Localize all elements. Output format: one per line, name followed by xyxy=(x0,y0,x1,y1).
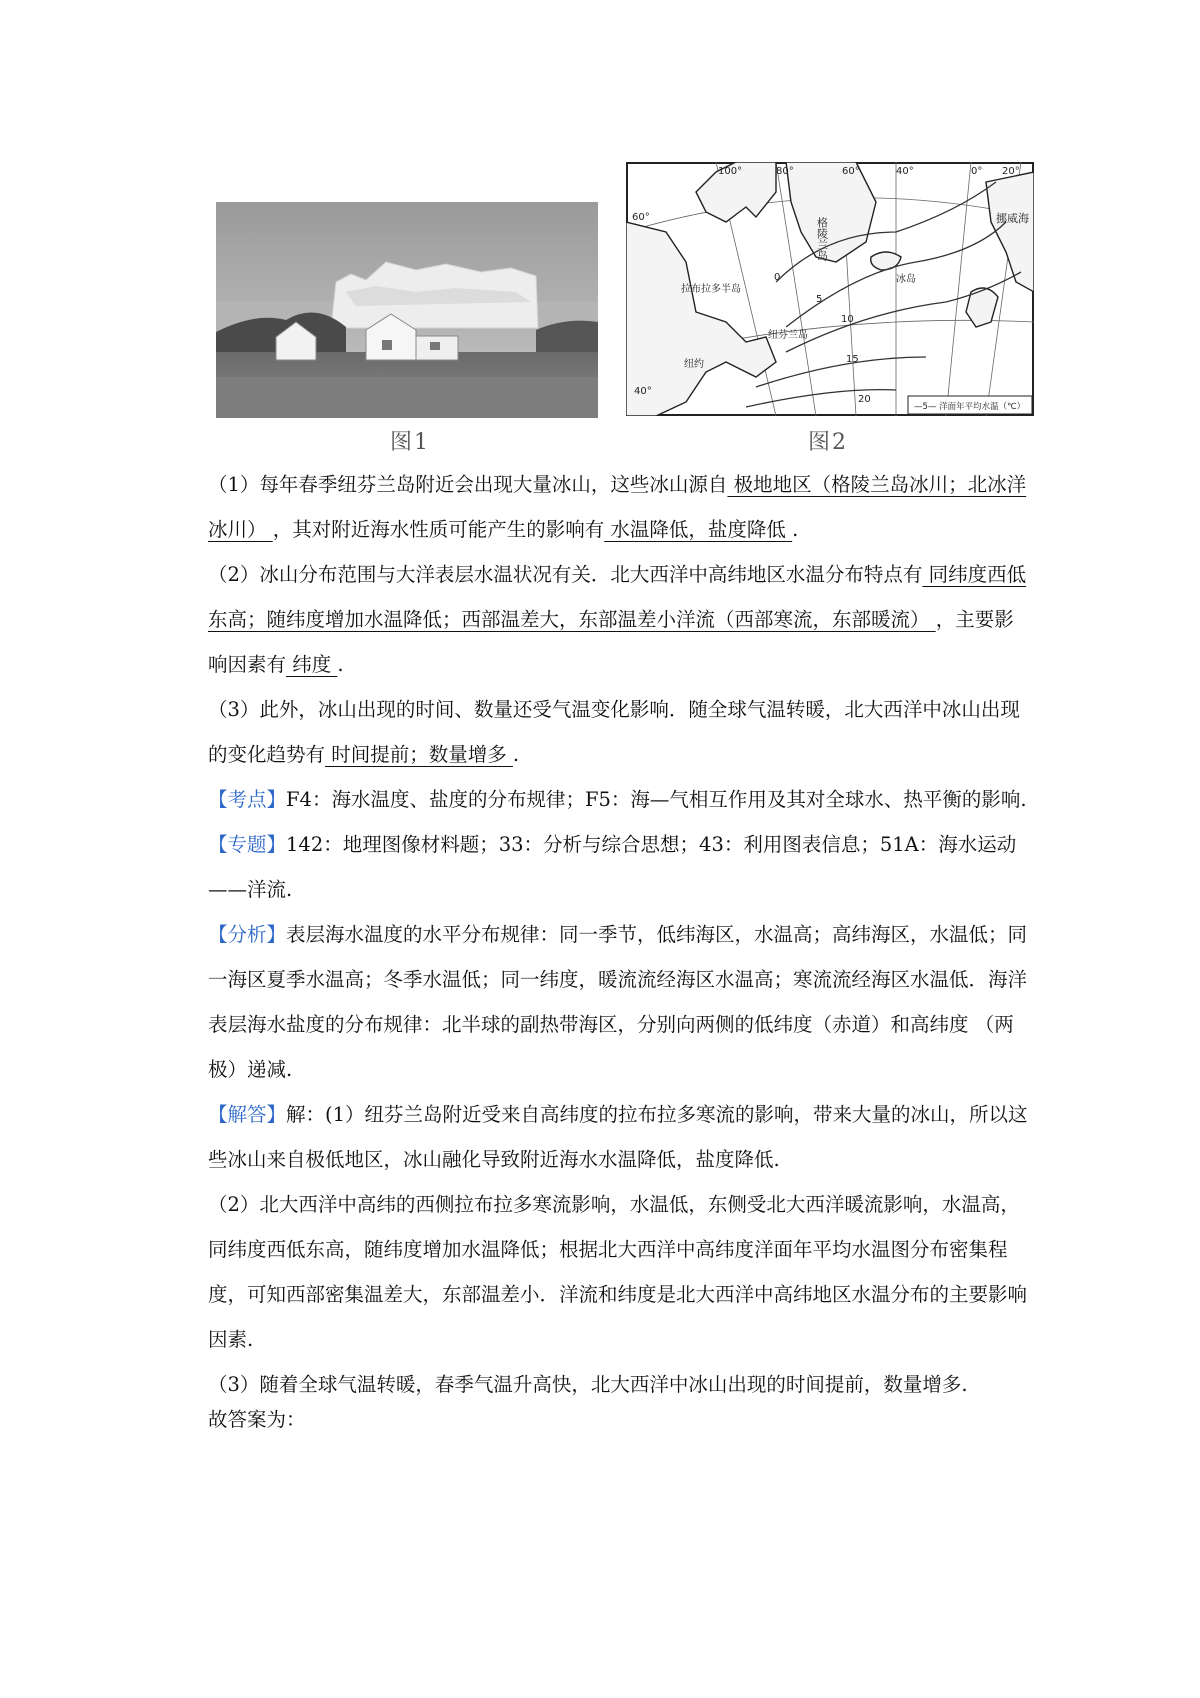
newfoundland-label: 纽芬兰岛 xyxy=(768,330,808,341)
lon-100-label: 100° xyxy=(718,166,743,177)
jieda-part-3: （3）随着全球气温转暖，春季气温升高快，北大西洋中冰山出现的时间提前，数量增多. xyxy=(208,1373,968,1396)
q2-answer-factor: 纬度 xyxy=(286,653,338,676)
lon-60-label: 60° xyxy=(842,166,860,177)
figure-2-caption: 图2 xyxy=(808,430,848,455)
isotherm-5-label: 5 xyxy=(816,294,823,305)
kaodian-section: 【考点】F4：海水温度、盐度的分布规律；F5：海—气相互作用及其对全球水、热平衡的影响. xyxy=(208,788,1027,811)
isotherm-map xyxy=(626,162,1034,416)
jieda-tag: 【解答】 xyxy=(208,1103,287,1126)
fenxi-tag: 【分析】 xyxy=(208,923,287,946)
lon-20-label: 20° xyxy=(1002,166,1020,177)
question-3: （3）此外，冰山出现的时间、数量还受气温变化影响．随全球气温转暖，北大西洋中冰山出现的变化趋势有 时间提前；数量增多 . xyxy=(208,698,1020,766)
lon-0-label: 0° xyxy=(971,166,983,177)
jieda-conclusion: 故答案为： xyxy=(208,1408,306,1431)
lon-40-label: 40° xyxy=(896,166,914,177)
figure-1-caption: 图1 xyxy=(390,430,430,455)
figure-2-map xyxy=(626,162,1034,416)
q2-answer-features: 同纬度西低东高；随纬度增加水温降低；西部温差大，东部温差小洋流（西部寒流，东部暖流） xyxy=(208,563,1027,631)
norway-label: 挪威海 xyxy=(996,212,1029,225)
jieda-section: 【解答】解：(1）纽芬兰岛附近受来自高纬度的拉布拉多寒流的影响，带来大量的冰山，所以这些冰山来自极低地区，冰山融化导致附近海水水温降低，盐度降低. xyxy=(208,1103,1028,1171)
greenland-label: 格陵兰岛 xyxy=(815,217,829,261)
fenxi-section: 【分析】表层海水温度的水平分布规律：同一季节，低纬海区，水温高；高纬海区，水温低；同一海区夏季水温高；冬季水温低；同一纬度，暖流流经海区水温高；寒流流经海区水温低．海洋表层海水盐度的分布规律：北半球的副热带海区，分别向两侧的低纬度（赤道）和高纬度 （两极）递减. xyxy=(208,923,1028,1081)
question-1: （1）每年春季纽芬兰岛附近会出现大量冰山，这些冰山源自 极地地区（格陵兰岛冰川；北冰洋冰川） ，其对附近海水性质可能产生的影响有 水温降低，盐度降低 . xyxy=(208,473,1027,541)
question-2: （2）冰山分布范围与大洋表层水温状况有关．北大西洋中高纬地区水温分布特点有 同纬度西低东高；随纬度增加水温降低；西部温差大，东部温差小洋流（西部寒流，东部暖流） ，主要影响因素有 纬度 . xyxy=(208,563,1027,676)
q1-answer-effect: 水温降低，盐度降低 xyxy=(604,518,793,541)
q1-answer-source: 极地地区（格陵兰岛冰川；北冰洋冰川） xyxy=(208,473,1027,541)
labrador-label: 拉布拉多半岛 xyxy=(681,284,741,295)
figure-1-photo xyxy=(216,202,598,418)
isotherm-15-label: 15 xyxy=(846,354,859,365)
map-legend: —5— 洋面年平均水温（℃） xyxy=(914,402,1026,412)
isotherm-20-label: 20 xyxy=(858,394,871,405)
isotherm-0-label: 0 xyxy=(774,272,781,283)
newyork-label: 纽约 xyxy=(684,359,704,370)
isotherm-10-label: 10 xyxy=(841,314,854,325)
kaodian-tag: 【考点】 xyxy=(208,788,287,811)
zhuanti-tag: 【专题】 xyxy=(208,833,287,856)
zhuanti-section: 【专题】142：地理图像材料题；33：分析与综合思想；43：利用图表信息；51A：海水运动——洋流. xyxy=(208,833,1017,901)
iceberg-photo xyxy=(216,202,598,418)
lat-60-label: 60° xyxy=(632,212,650,223)
iceland-label: 冰岛 xyxy=(896,274,916,285)
lon-80-label: 80° xyxy=(776,166,794,177)
jieda-part-2: （2）北大西洋中高纬的西侧拉布拉多寒流影响，水温低，东侧受北大西洋暖流影响，水温高，同纬度西低东高，随纬度增加水温降低；根据北大西洋中高纬度洋面年平均水温图分布密集程度，可知西部密集温差大，东部温差小．洋流和纬度是北大西洋中高纬地区水温分布的主要影响因素. xyxy=(208,1193,1028,1351)
answer-content xyxy=(208,462,1028,1442)
lat-40-label: 40° xyxy=(634,386,652,397)
q3-answer-trend: 时间提前；数量增多 xyxy=(325,743,513,766)
